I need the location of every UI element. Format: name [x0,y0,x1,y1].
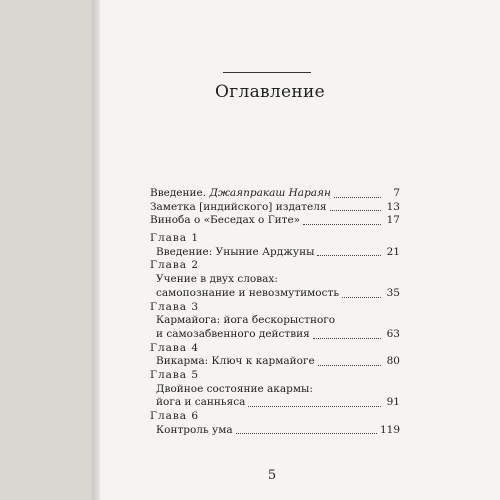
chapter-entry [150,396,400,410]
chapter-entry [150,355,400,369]
toc-entry-note-text: Заметка [индийского] издателя [150,200,327,213]
chapter-title-line: Викарма: Ключ к кармайоге [156,355,315,368]
chapter-label: Глава 4 [150,341,200,354]
chapter-title-line: Кармайога: йога бескорыстного [156,314,336,327]
chapter-page: 80 [386,355,400,368]
dot-leader [313,337,381,339]
chapter-label: Глава 5 [150,368,200,381]
chapter-entry [150,328,400,342]
toc-entry-vinoba-page: 17 [386,214,400,227]
toc-entry-intro [150,187,400,201]
toc-entry-note-page: 13 [386,200,400,213]
toc-title: Оглавление [215,82,325,102]
chapter-page: 119 [379,423,400,436]
title-rule [223,72,311,73]
chapter-title-line: Учение в двух словах: [156,273,278,286]
chapter-page: 35 [386,286,400,299]
page-number: 5 [267,468,277,483]
chapter-title-line: Контроль ума [156,423,233,436]
toc-entry-intro-text: Введение. [150,186,210,199]
chapter-title-line: Двойное состояние акармы: [156,382,313,395]
chapter-page: 91 [386,396,400,409]
dot-leader [342,296,381,298]
dot-leader [318,364,381,366]
chapter-title-line: и самозабвенного действия [156,327,310,340]
toc-entry-intro-page: 7 [393,186,400,199]
dot-leader [303,223,381,225]
toc-entry-note [150,201,400,215]
chapter-label: Глава 6 [150,410,200,422]
dot-leader [317,254,381,256]
chapter-page: 21 [386,245,400,258]
toc-entry-vinoba-text: Виноба о «Беседах о Гите» [150,214,301,227]
table-of-contents [150,187,400,437]
chapter-page: 63 [386,327,400,340]
chapter-entry [150,287,400,301]
chapter-label: Глава 3 [150,300,200,313]
toc-entry-intro-author: Джаяпракаш Наpаян [209,186,331,199]
chapter-title-line: йога и санньяса [156,396,246,409]
dot-leader [236,432,377,434]
dot-leader [334,196,381,198]
dot-leader [330,209,382,211]
chapter-title-line: самопознание и невозмутимость [156,286,340,299]
toc-entry-vinoba [150,214,400,228]
chapter-entry [150,246,400,260]
chapter-title-line: Введение: Уныние Арджуны [156,245,315,258]
chapter-label: Глава 2 [150,259,200,272]
chapter-label: Глава 1 [150,232,200,245]
dot-leader [248,405,381,407]
chapter-entry [150,424,400,438]
